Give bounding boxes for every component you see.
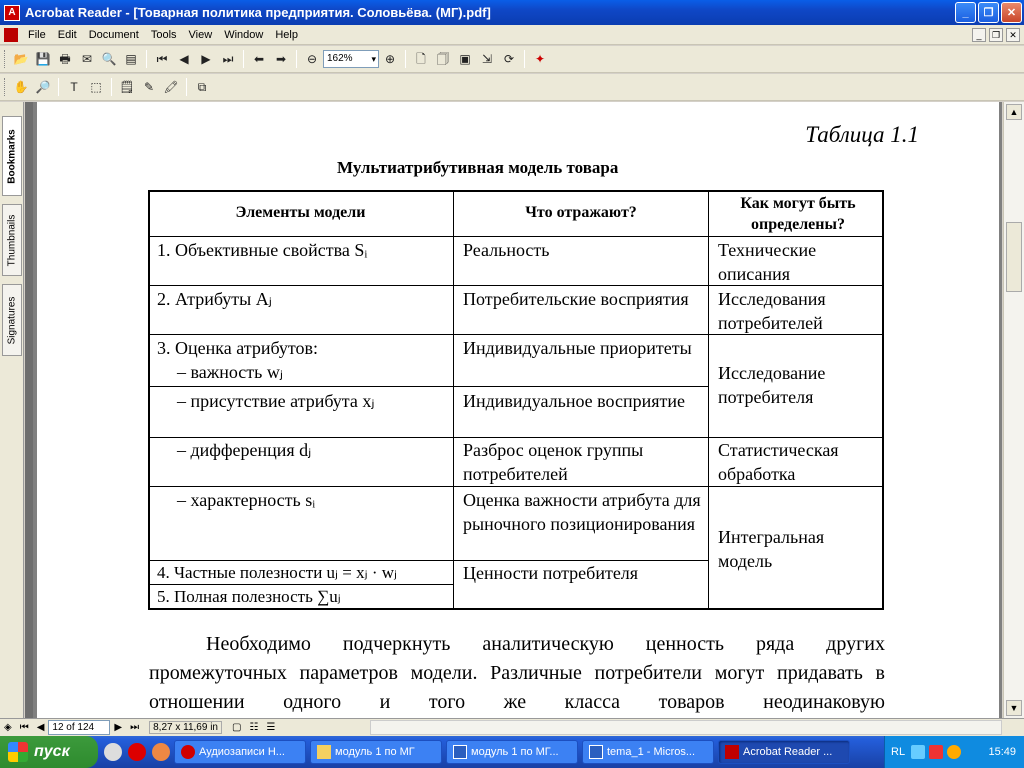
single-page-icon[interactable]: ▢ [231, 722, 242, 733]
word-icon [453, 745, 467, 759]
graphics-select-tool-icon[interactable]: ⬚ [90, 80, 102, 94]
attribute-model-table [148, 190, 884, 610]
document-icon[interactable] [4, 28, 18, 42]
tab-thumbnails[interactable] [2, 204, 22, 276]
app-tray-icon[interactable] [947, 745, 961, 759]
toolbar-grip[interactable] [4, 50, 7, 68]
opera-icon[interactable] [128, 743, 146, 761]
hand-tool-icon[interactable]: ✋ [13, 80, 29, 94]
next-page-icon[interactable]: ▶ [114, 722, 123, 733]
last-page-icon[interactable]: ⏭ [222, 52, 234, 66]
cell-total-utility: 5. Полная полезность ∑uⱼ [157, 587, 341, 606]
taskbar-button-word-module[interactable] [446, 740, 578, 764]
taskbar-button-acrobat[interactable] [718, 740, 850, 764]
language-indicator[interactable]: RL [891, 746, 906, 758]
scroll-up-icon[interactable]: ▲ [1006, 104, 1022, 120]
document-view[interactable] [25, 102, 1002, 718]
cell-attributes: 2. Атрибуты Aⱼ [157, 289, 272, 309]
toolbar-separator [405, 50, 406, 68]
stamp-tool-icon[interactable]: ⧉ [197, 80, 207, 94]
actual-size-icon[interactable]: 🗋 [416, 52, 426, 66]
vertical-scrollbar[interactable] [1003, 102, 1024, 718]
taskbar-button-word-tema[interactable] [582, 740, 714, 764]
body-paragraph [149, 630, 885, 717]
toolbar-separator [296, 50, 297, 68]
next-view-icon[interactable]: ➡ [275, 52, 287, 66]
taskbar-button-audio[interactable] [174, 740, 306, 764]
pencil-tool-icon[interactable]: ✎ [143, 80, 155, 94]
split-icon[interactable]: ◈ [4, 722, 12, 733]
zoom-level-select[interactable]: 162% ▾ [323, 50, 379, 68]
previous-view-icon[interactable]: ⬅ [253, 52, 265, 66]
menu-help[interactable]: Help [275, 28, 298, 41]
opera-icon [181, 745, 195, 759]
note-tool-icon[interactable]: 🗒 [119, 80, 135, 94]
cell-attribute-presence: – присутствие атрибута xⱼ [177, 391, 375, 411]
paragraph-text: Необходимо подчеркнуть аналитическую ценность ряда других промежуточных параметров модели. Различные потребители могут придавать в отношении одного и того же класса товаров неодинаковую [149, 633, 885, 713]
title-bar [0, 0, 1024, 25]
zoom-out-icon[interactable]: ⊖ [306, 52, 318, 66]
doc-restore-button[interactable]: ❐ [989, 28, 1003, 42]
taskbar-button-label: модуль 1 по МГ [335, 746, 415, 758]
network-icon[interactable] [911, 745, 925, 759]
folder-icon [317, 745, 331, 759]
page-number-field[interactable]: 12 of 124 [48, 720, 110, 735]
menu-bar [0, 25, 1024, 45]
media-player-icon[interactable] [104, 743, 122, 761]
navigation-pane-tabs [0, 102, 24, 718]
cell-differentiation: – дифференция dⱼ [177, 440, 312, 460]
toolbar-separator [58, 78, 59, 96]
open-icon[interactable]: 📂 [13, 52, 29, 66]
header-how-determined: Как могут быть определены? [740, 195, 856, 233]
tab-bookmarks-label: Bookmarks [6, 128, 18, 184]
next-page-icon[interactable]: ▶ [201, 52, 211, 66]
table-border [148, 236, 884, 237]
header-model-elements: Элементы модели [235, 204, 366, 221]
cell-consumer-perceptions: Потребительские восприятия [463, 289, 689, 309]
print-icon[interactable]: 🖶 [59, 52, 71, 66]
first-page-icon[interactable]: ⏮ [156, 52, 168, 66]
toolbar-grip[interactable] [4, 78, 7, 96]
tools-toolbar [0, 74, 1024, 101]
start-button[interactable] [0, 736, 98, 768]
toolbar-separator [146, 50, 147, 68]
doc-minimize-button[interactable]: _ [972, 28, 986, 42]
toolbar-separator [111, 78, 112, 96]
acrobat-icon [725, 745, 739, 759]
taskbar-button-label: tema_1 - Micros... [607, 746, 696, 758]
menu-file[interactable]: File [28, 28, 46, 41]
continuous-icon[interactable]: ☷ [249, 722, 259, 733]
table-border [148, 386, 709, 387]
first-page-icon[interactable]: ⏮ [19, 722, 29, 733]
page-shadow [25, 102, 33, 718]
text-select-tool-icon[interactable]: T [70, 80, 78, 94]
cell-importance: – важность wⱼ [177, 362, 283, 382]
page-dimensions: 8,27 x 11,69 in [149, 721, 222, 734]
taskbar-button-label: Аудиозаписи Н... [199, 746, 285, 758]
cell-consumer-study: Исследование потребителя [718, 363, 826, 407]
adobe-online-icon[interactable]: ✦ [534, 52, 546, 66]
cell-integral-model: Интегральная модель [718, 527, 825, 571]
zoom-in-icon[interactable]: ⊕ [384, 52, 396, 66]
chrome-icon[interactable] [152, 743, 170, 761]
previous-page-icon[interactable]: ◀ [36, 722, 45, 733]
menu-view[interactable]: View [188, 28, 213, 41]
taskbar [0, 736, 1024, 768]
fit-page-icon[interactable]: 🗍 [437, 52, 449, 66]
menu-document[interactable]: Document [88, 28, 139, 41]
highlight-tool-icon[interactable]: 🖍 [163, 80, 179, 94]
tab-thumbnails-label: Thumbnails [6, 214, 18, 266]
pdf-page [37, 102, 999, 718]
previous-page-icon[interactable]: ◀ [179, 52, 189, 66]
cell-attribute-evaluation: 3. Оценка атрибутов: [157, 338, 319, 358]
cell-reality: Реальность [463, 240, 550, 260]
window-title: Acrobat Reader - [Товарная политика предприятия. Соловьёва. (МГ).pdf] [25, 5, 491, 20]
table-number: Таблица 1.1 [805, 122, 919, 147]
minimize-button[interactable]: _ [955, 2, 976, 23]
start-label: пуск [34, 743, 70, 760]
menu-edit[interactable]: Edit [57, 28, 77, 41]
antivirus-icon[interactable] [929, 745, 943, 759]
document-window-controls [972, 28, 1020, 42]
toolbar-separator [243, 50, 244, 68]
cell-importance-evaluation: Оценка важности атрибута для рыночного позиционирования [463, 490, 701, 534]
taskbar-button-folder[interactable] [310, 740, 442, 764]
tab-signatures[interactable] [2, 284, 22, 356]
menu-tools[interactable]: Tools [150, 28, 177, 41]
last-page-icon[interactable]: ⏭ [130, 722, 140, 733]
cell-characteristicity: – характерность sᵢ [177, 490, 316, 510]
close-button[interactable]: ✕ [1001, 2, 1022, 23]
cell-objective-properties: 1. Объективные свойства Sᵢ [157, 240, 368, 260]
rotate-view-icon[interactable]: ⟳ [503, 52, 515, 66]
show-hide-navigation-icon[interactable]: ▤ [125, 52, 137, 66]
search-icon[interactable]: 🔍 [101, 52, 117, 66]
table-border [148, 486, 884, 487]
header-what-reflects: Что отражают? [525, 204, 637, 221]
acrobat-app-icon: A [4, 5, 20, 21]
scroll-down-icon[interactable]: ▼ [1006, 700, 1022, 716]
menu-window[interactable]: Window [224, 28, 264, 41]
cell-individual-perception: Индивидуальное восприятие [463, 391, 686, 411]
clock: 15:49 [988, 746, 1016, 758]
main-toolbar [0, 46, 1024, 73]
cell-rating-spread: Разброс оценок группы потребителей [463, 440, 644, 484]
cell-consumer-values: Ценности потребителя [463, 563, 639, 583]
cell-individual-priorities: Индивидуальные приоритеты [463, 338, 692, 358]
email-icon[interactable]: ✉ [81, 52, 93, 66]
cell-technical-descriptions: Технические описания [718, 240, 817, 284]
reflow-icon[interactable]: ⇲ [481, 52, 493, 66]
toolbar-separator [186, 78, 187, 96]
horizontal-scrollbar[interactable] [370, 720, 1002, 735]
cell-consumer-research: Исследования потребителей [718, 289, 826, 333]
fit-width-icon[interactable]: ▣ [459, 52, 471, 66]
table-border [148, 190, 884, 192]
word-icon [589, 745, 603, 759]
taskbar-button-label: Acrobat Reader ... [743, 746, 833, 758]
table-border [882, 190, 884, 610]
cell-partial-utilities: 4. Частные полезности uⱼ = xⱼ · wⱼ [157, 563, 397, 582]
scroll-thumb[interactable] [1006, 222, 1022, 292]
facing-pages-icon[interactable]: ☰ [266, 722, 276, 733]
cell-statistical-processing: Статистическая обработка [718, 440, 839, 484]
save-icon[interactable]: 💾 [35, 52, 51, 66]
table-title: Мультиатрибутивная модель товара [337, 158, 619, 177]
taskbar-button-label: модуль 1 по МГ... [471, 746, 559, 758]
doc-close-button[interactable]: ✕ [1006, 28, 1020, 42]
tab-bookmarks[interactable] [2, 116, 22, 196]
tab-signatures-label: Signatures [6, 296, 18, 344]
restore-button[interactable]: ❐ [978, 2, 999, 23]
toolbar-separator [524, 50, 525, 68]
system-tray [884, 736, 1024, 768]
windows-logo-icon [8, 742, 28, 762]
zoom-tool-icon[interactable]: 🔎 [35, 80, 51, 94]
